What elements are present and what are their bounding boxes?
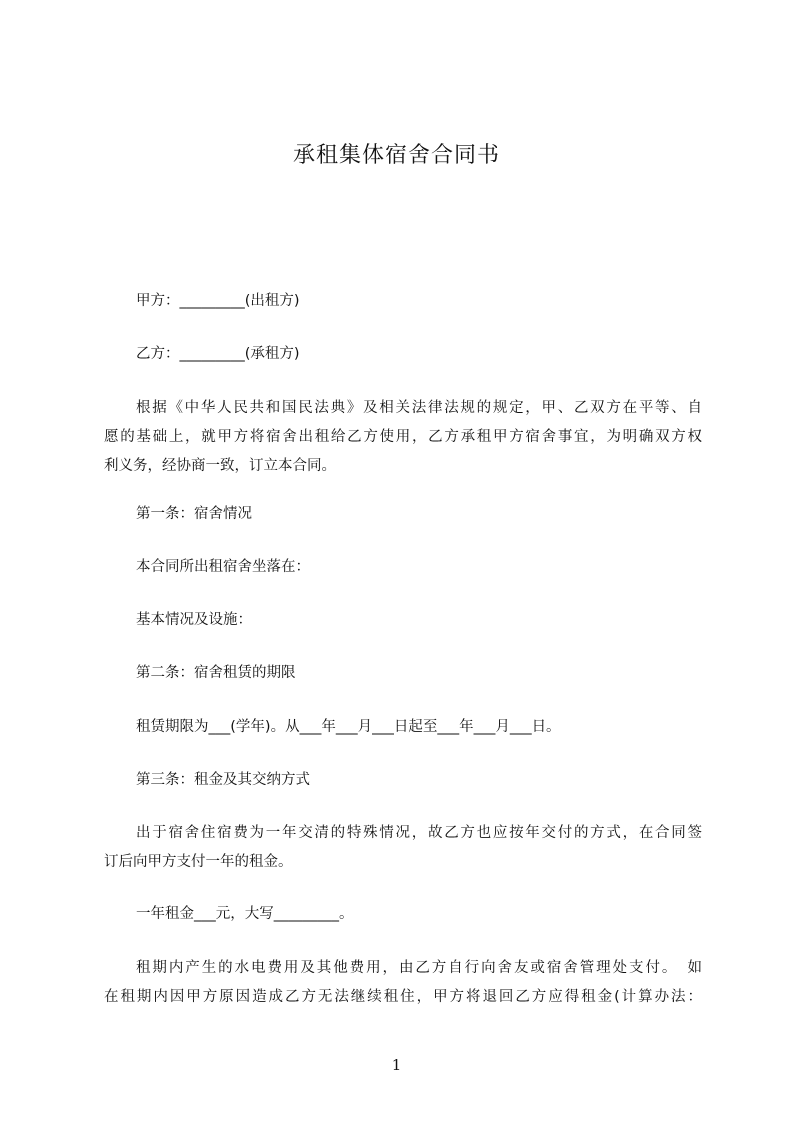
article-3-utilities-paragraph [104, 954, 702, 1012]
utilities-line: 租期内产生的水电费用及其他费用，由乙方自行向舍友或宿舍管理处支付。 如 [136, 960, 702, 976]
preamble-line: 根据《中华人民共和国民法典》及相关法律法规的规定，甲、乙双方在平等、自 [136, 400, 702, 416]
article-3-amount: 一年租金___元，大写_________。 [136, 906, 354, 922]
preamble-line: 愿的基础上，就甲方将宿舍出租给乙方使用，乙方承租甲方宿舍事宜，为明确双方权 [104, 429, 702, 445]
article-2-heading: 第二条：宿舍租赁的期限 [136, 665, 296, 681]
article-3-heading: 第三条：租金及其交纳方式 [136, 772, 310, 788]
preamble-line: 利义务，经协商一致，订立本合同。 [104, 458, 336, 474]
party-a-line: 甲方：_________(出租方) [136, 293, 300, 309]
article-1-facilities: 基本情况及设施： [136, 612, 252, 628]
page-title: 承租集体宿舍合同书 [292, 143, 500, 168]
page-number: 1 [391, 1056, 402, 1074]
payment-line: 出于宿舍住宿费为一年交清的特殊情况，故乙方也应按年交付的方式，在合同签 [136, 825, 702, 841]
utilities-line: 在租期内因甲方原因造成乙方无法继续租住，甲方将退回乙方应得租金(计算办法： [104, 989, 702, 1005]
party-b-line: 乙方：_________(承租方) [136, 346, 300, 362]
article-2-term: 租赁期限为___(学年)。从___年___月___日起至___年___月___日。 [136, 719, 561, 735]
article-3-payment-paragraph [104, 819, 702, 877]
preamble-paragraph [104, 394, 702, 481]
payment-line: 订后向甲方支付一年的租金。 [104, 854, 293, 870]
article-1-location: 本合同所出租宿舍坐落在： [136, 559, 310, 575]
article-1-heading: 第一条：宿舍情况 [136, 506, 252, 522]
